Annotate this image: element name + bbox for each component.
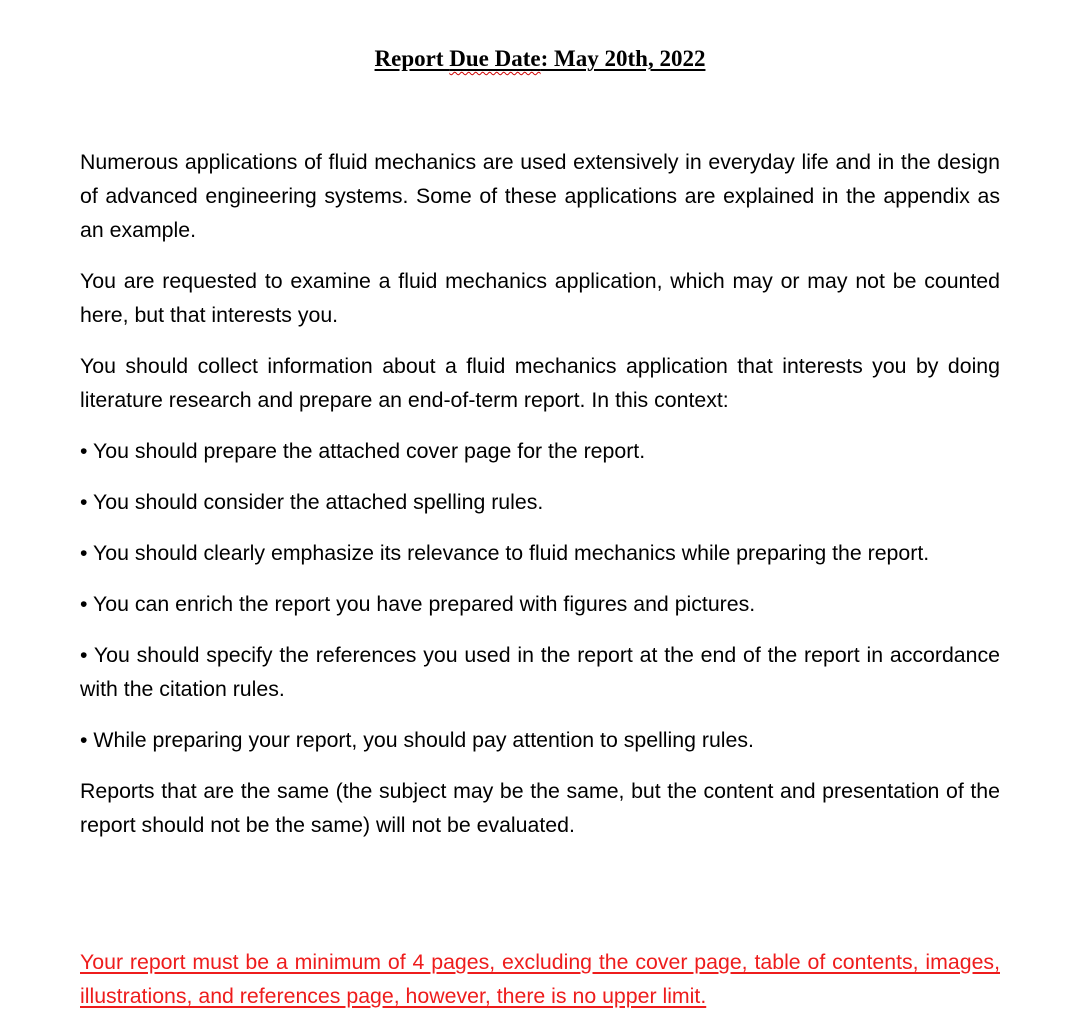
document-body [80,145,1000,859]
page-minimum-note: Your report must be a minimum of 4 pages, excluding the cover page, table of contents, images, illustrations, and references page, however, there is no upper limit. [80,950,1000,1008]
request-paragraph: You are requested to examine a fluid mechanics application, which may or may not be counted here, but that interests you. [80,269,1000,327]
bullet-references: • You should specify the references you used in the report at the end of the report in accordance with the citation rules. [80,643,1000,701]
bullet-cover-page: • You should prepare the attached cover page for the report. [80,439,646,463]
bullet-figures: • You can enrich the report you have prepared with figures and pictures. [80,592,756,616]
bullet-relevance: • You should clearly emphasize its relevance to fluid mechanics while preparing the report. [80,541,930,565]
page-title [0,44,1080,74]
bullet-spelling-attention: • While preparing your report, you should pay attention to spelling rules. [80,728,754,752]
bullet-spelling-rules: • You should consider the attached spelling rules. [80,490,544,514]
title-prefix: Report [374,46,450,71]
title-suffix: : May 20th, 2022 [540,46,706,71]
intro-paragraph: Numerous applications of fluid mechanics are used extensively in everyday life and in the design of advanced engineering systems. Some of these applications are explained in the appendix as an example. [80,150,1000,242]
instructions-paragraph: You should collect information about a fluid mechanics application that interests you by doing literature research and prepare an end-of-term report. In this context: [80,354,1000,412]
title-spellcheck-word: Due Date [449,46,541,71]
closing-paragraph: Reports that are the same (the subject may be the same, but the content and presentation of the report should not be the same) will not be evaluated. [80,779,1000,837]
